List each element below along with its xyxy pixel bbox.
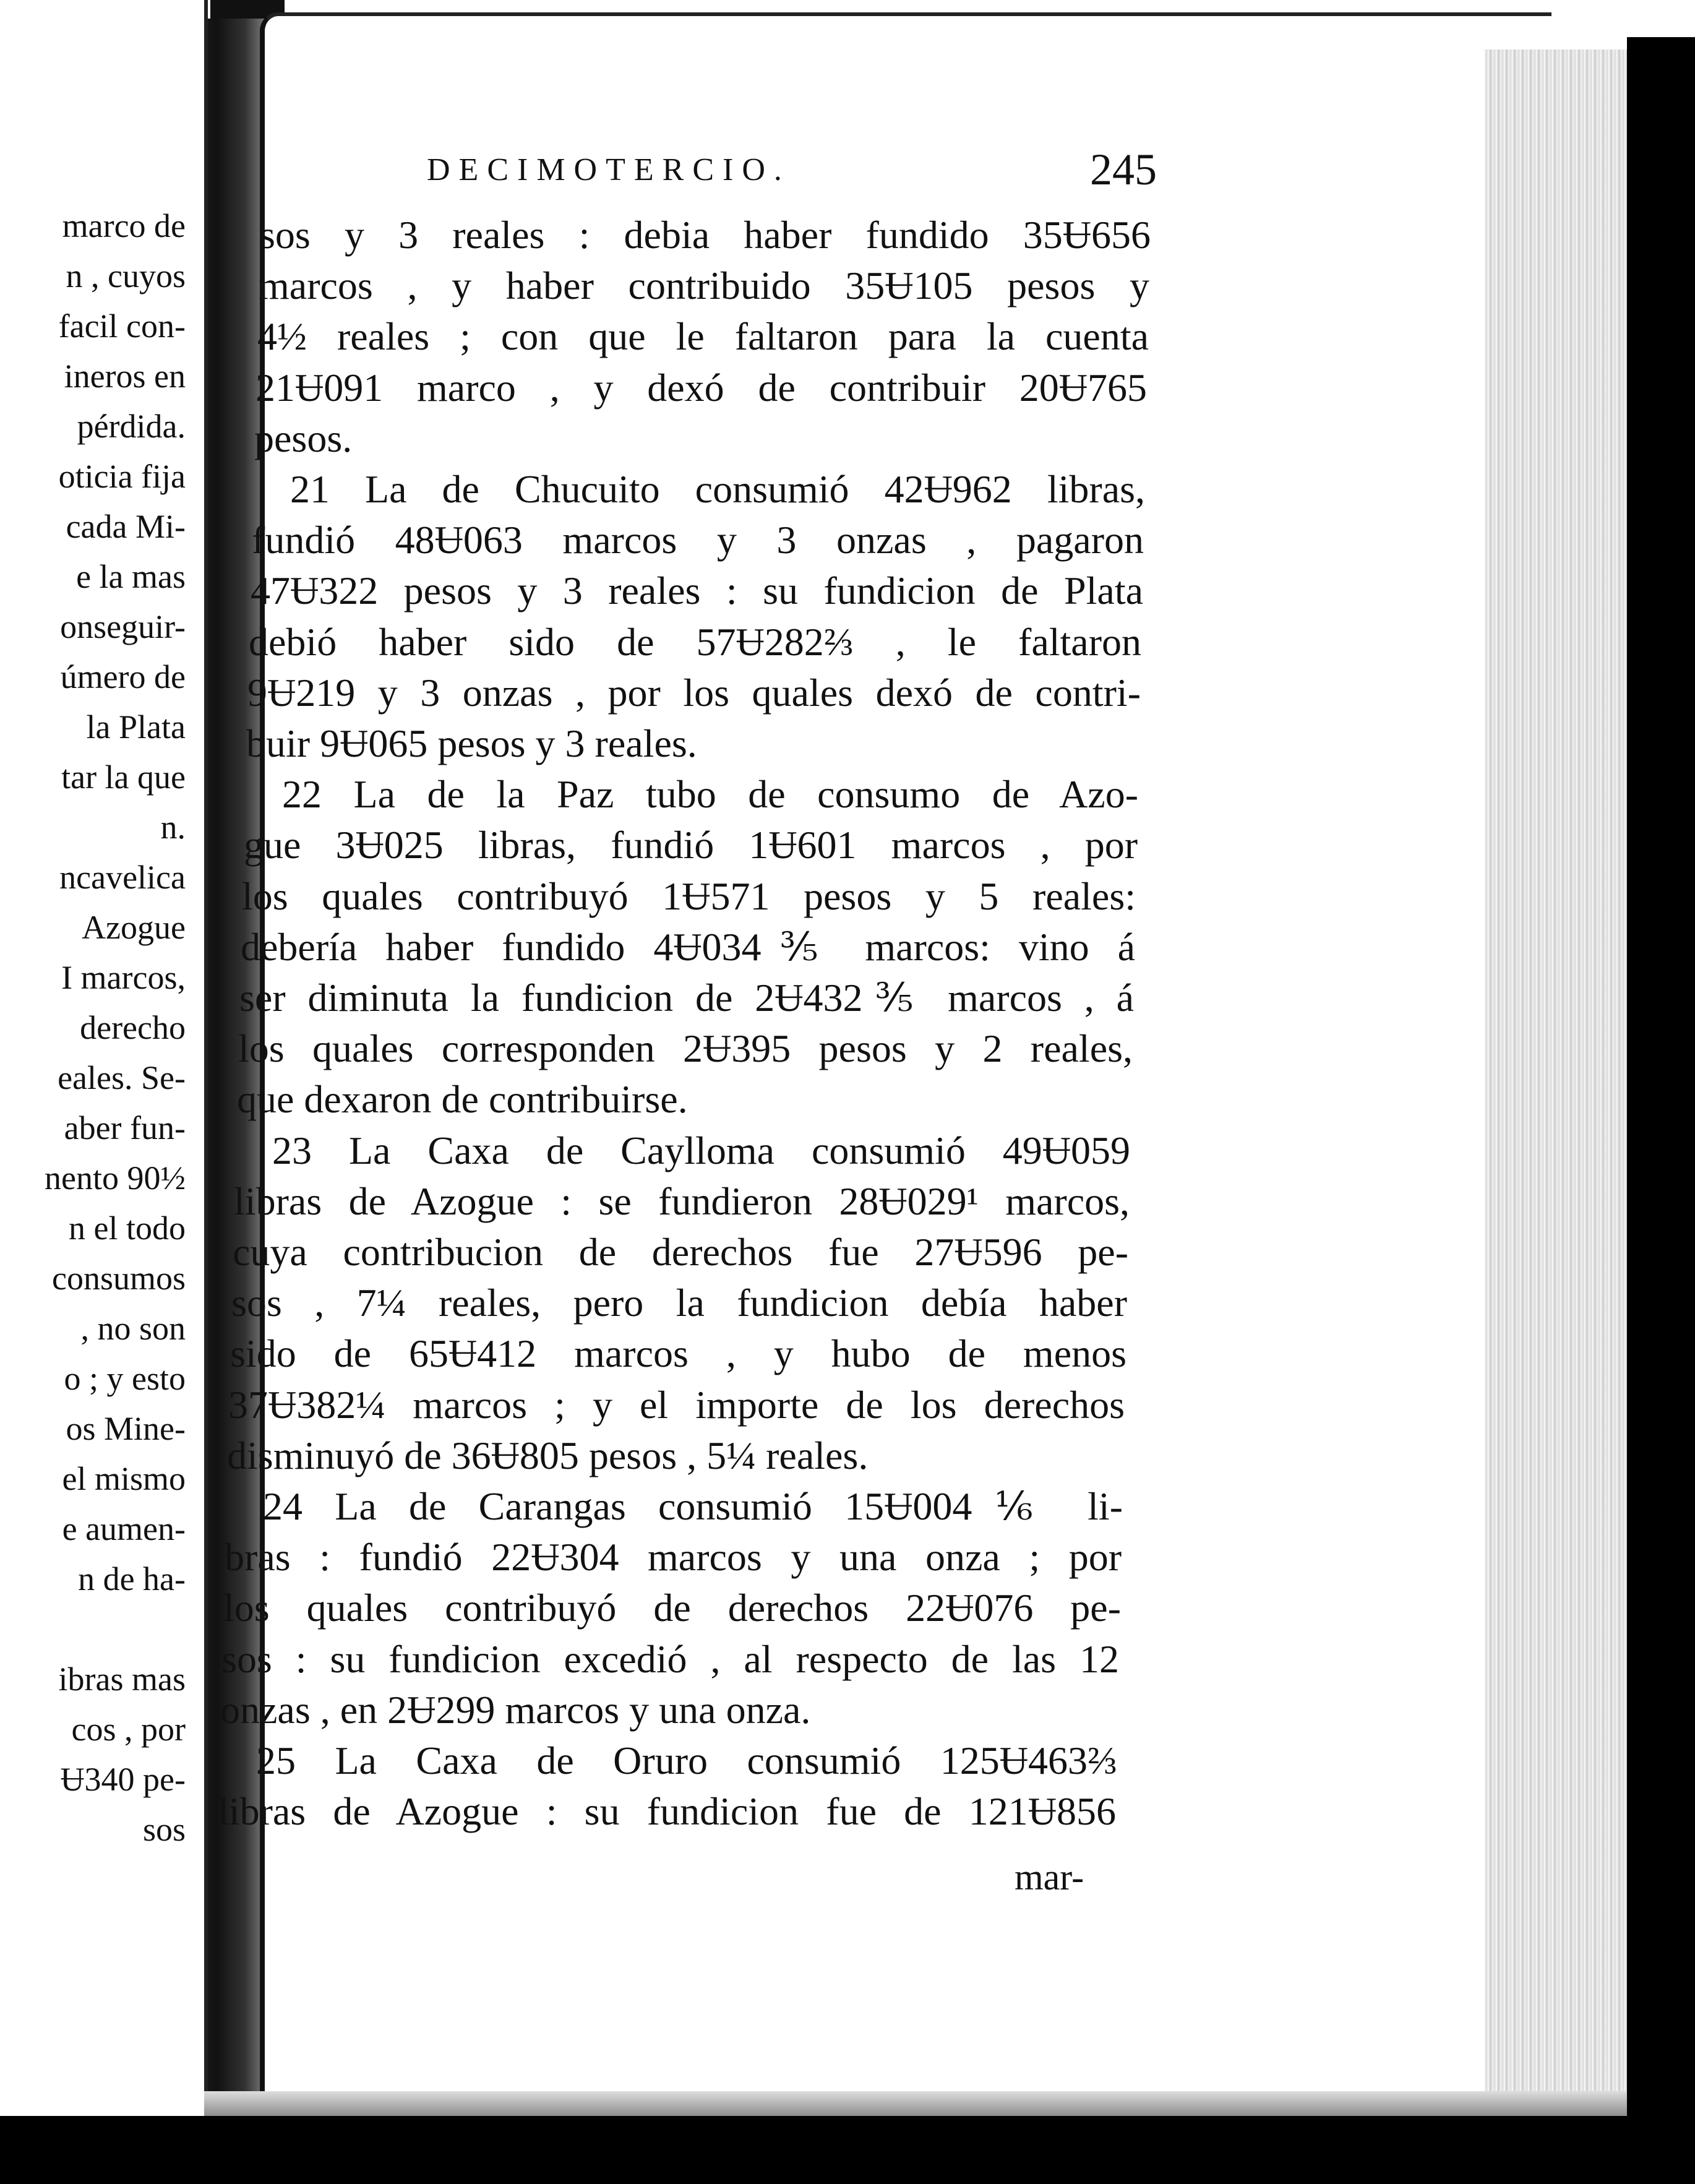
left-page: [0, 0, 208, 2116]
text-line: 23 La Caxa de Caylloma consumió 49Ʉ059: [272, 1128, 1130, 1172]
left-page-line: nento 90½: [45, 1159, 186, 1197]
left-page-line: tar la que: [61, 759, 186, 796]
left-page-line: el mismo: [62, 1460, 186, 1497]
text-line: que dexaron de contribuirse.: [237, 1077, 688, 1122]
text-line: sido de 65Ʉ412 marcos , y hubo de menos: [230, 1331, 1126, 1376]
text-line: sos , 7¼ reales, pero la fundicion debía haber: [231, 1281, 1127, 1325]
text-line: los quales contribuyó 1Ʉ571 pesos y 5 reales:: [242, 874, 1136, 918]
left-page-line: n.: [160, 809, 186, 846]
text-line: ser diminuta la fundicion de 2Ʉ432⅗ marcos , á: [239, 976, 1134, 1020]
text-line: bras : fundió 22Ʉ304 marcos y una onza ; por: [225, 1535, 1122, 1580]
text-line: gue 3Ʉ025 libras, fundió 1Ʉ601 marcos , por: [244, 823, 1138, 867]
left-page-line: ineros en: [64, 358, 186, 395]
text-line: 9Ʉ219 y 3 onzas , por los quales dexó de contri-: [247, 670, 1141, 715]
running-head: DECIMOTERCIO.: [427, 152, 791, 187]
text-line: 24 La de Carangas consumió 15Ʉ004⅙ li-: [263, 1484, 1123, 1528]
left-page-line: pérdida.: [77, 408, 186, 445]
scan-border-right: [1627, 37, 1695, 2141]
left-page-line: facil con-: [58, 307, 186, 345]
left-page-line: cada Mi-: [66, 508, 186, 545]
left-page-line: os Mine-: [66, 1410, 186, 1447]
left-page-line: Azogue: [82, 909, 186, 946]
left-page-line: ibras mas: [58, 1661, 186, 1698]
text-line: disminuyó de 36Ʉ805 pesos , 5¼ reales.: [227, 1433, 869, 1477]
left-page-line: o ; y esto: [64, 1360, 186, 1397]
left-page-line: n de ha-: [78, 1560, 186, 1597]
text-line: sos : su fundicion excedió , al respecto de las 12: [221, 1636, 1119, 1681]
text-line: debería haber fundido 4Ʉ034⅗ marcos: vino á: [241, 924, 1135, 969]
left-page-line: eales. Se-: [58, 1059, 186, 1096]
catchword: mar-: [1015, 1857, 1084, 1898]
left-page-line: , no son: [80, 1310, 186, 1347]
left-page-line: oticia fija: [58, 458, 186, 495]
text-line: los quales corresponden 2Ʉ395 pesos y 2 reales,: [238, 1026, 1133, 1071]
text-line: libras de Azogue : se fundieron 28Ʉ029¹ marcos,: [234, 1179, 1130, 1223]
left-page-line: n el todo: [69, 1210, 186, 1247]
text-line: libras de Azogue : su fundicion fue de 121Ʉ856: [218, 1789, 1116, 1834]
text-line: 4½ reales ; con que le faltaron para la cuenta: [257, 314, 1149, 359]
left-page-line: la Plata: [86, 708, 186, 746]
left-page-line: e la mas: [76, 558, 186, 595]
text-line: marcos , y haber contribuido 35Ʉ105 pesos y: [259, 264, 1149, 308]
left-page-line: e aumen-: [62, 1510, 186, 1547]
text-line: 21Ʉ091 marco , y dexó de contribuir 20Ʉ765: [255, 365, 1147, 410]
left-page-line: derecho: [80, 1009, 186, 1046]
text-line: cuya contribucion de derechos fue 27Ʉ596 pe-: [233, 1230, 1128, 1274]
left-page-line: aber fun-: [64, 1109, 186, 1146]
left-page-line: ncavelica: [59, 859, 186, 896]
text-line: los quales contribuyó de derechos 22Ʉ076 pe-: [223, 1586, 1121, 1630]
page-header: [427, 139, 1157, 207]
text-line: 21 La de Chucuito consumió 42Ʉ962 libras,: [290, 467, 1145, 511]
text-line: sos y 3 reales : debia haber fundido 35Ʉ656: [260, 213, 1151, 257]
left-page-line: n , cuyos: [66, 257, 186, 294]
text-line: 47Ʉ322 pesos y 3 reales : su fundicion de Plata: [251, 569, 1143, 613]
page-number: 245: [1090, 145, 1157, 194]
text-line: fundió 48Ʉ063 marcos y 3 onzas , pagaron: [252, 518, 1144, 562]
left-page-line: marco de: [62, 207, 186, 244]
left-page-line: cos , por: [71, 1711, 186, 1748]
left-page-line: onseguir-: [60, 608, 186, 645]
page-edges: [1485, 49, 1627, 2110]
text-line: 22 La de la Paz tubo de consumo de Azo-: [282, 772, 1138, 817]
text-line: buir 9Ʉ065 pesos y 3 reales.: [246, 721, 697, 765]
text-line: debió haber sido de 57Ʉ282⅔ , le faltaron: [249, 619, 1141, 664]
text-line: onzas , en 2Ʉ299 marcos y una onza.: [220, 1687, 811, 1732]
left-page-line: Ʉ340 pe-: [60, 1761, 186, 1798]
text-line: 37Ʉ382¼ marcos ; y el importe de los derechos: [228, 1382, 1125, 1427]
text-line: 25 La Caxa de Oruro consumió 125Ʉ463⅔: [256, 1739, 1117, 1782]
left-page-line: úmero de: [60, 658, 186, 695]
left-page-line: consumos: [52, 1260, 186, 1297]
text-line: pesos.: [254, 416, 353, 460]
left-page-line: I marcos,: [61, 959, 186, 996]
scan-border-bottom: [0, 2116, 1695, 2184]
left-page-line: sos: [142, 1811, 186, 1848]
